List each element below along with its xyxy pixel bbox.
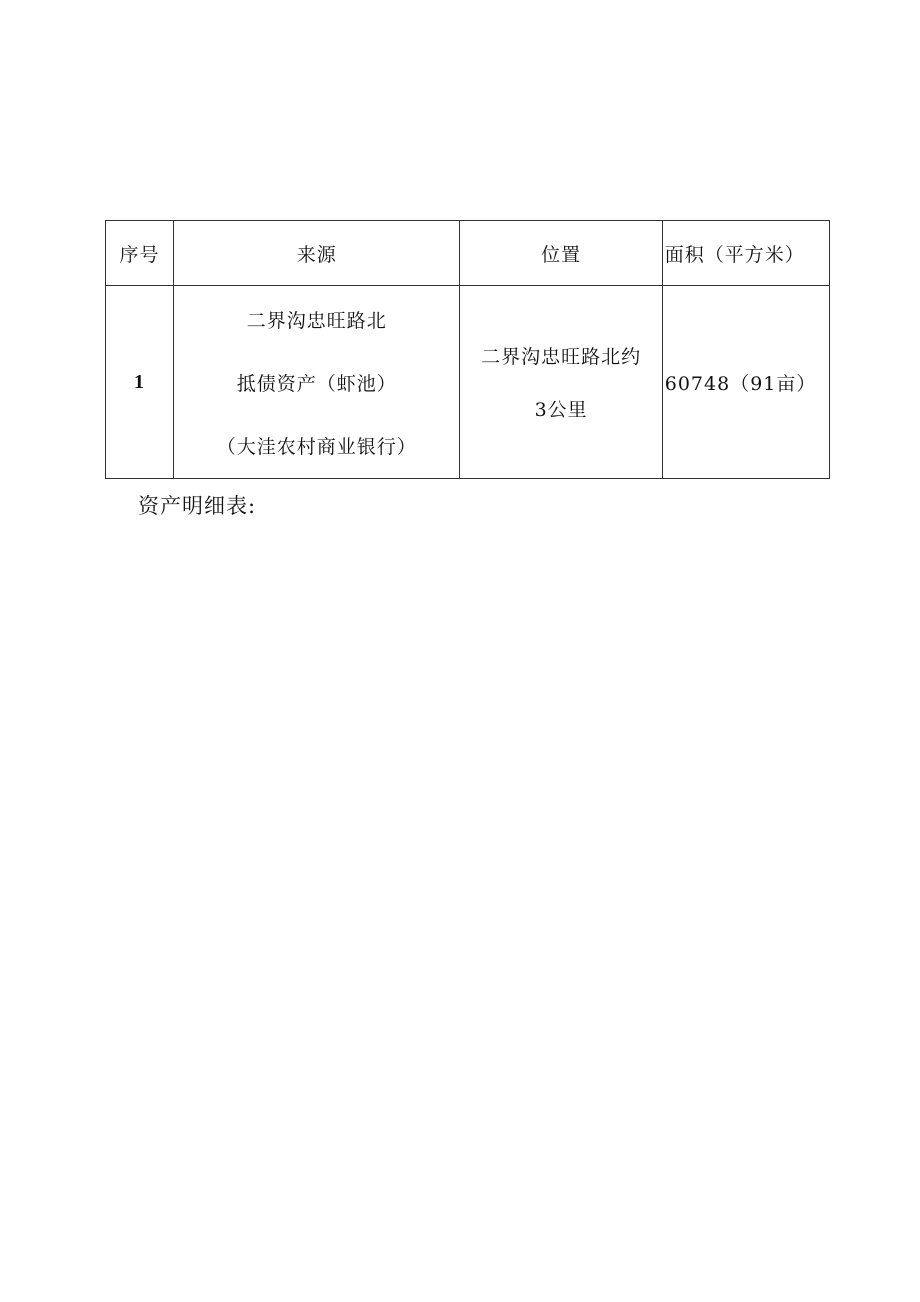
table-caption: 资产明细表: [138, 494, 257, 518]
source-line: 二界沟忠旺路北 [246, 309, 387, 332]
location-line: 二界沟忠旺路北约 [481, 346, 642, 368]
header-location: 位置 [460, 221, 662, 286]
cell-seq: 1 [106, 286, 174, 479]
cell-source [174, 286, 460, 479]
location-line: 3公里 [534, 399, 588, 421]
asset-table [105, 220, 830, 479]
table-row [106, 286, 830, 479]
source-line: 抵债资产（虾池） [236, 372, 397, 395]
cell-area: 60748（91亩） [662, 286, 829, 479]
header-source: 来源 [174, 221, 460, 286]
table-header-row [106, 221, 830, 286]
header-area: 面积（平方米） [662, 221, 829, 286]
cell-location [460, 286, 662, 479]
source-line: （大洼农村商业银行） [216, 435, 417, 458]
header-seq: 序号 [106, 221, 174, 286]
